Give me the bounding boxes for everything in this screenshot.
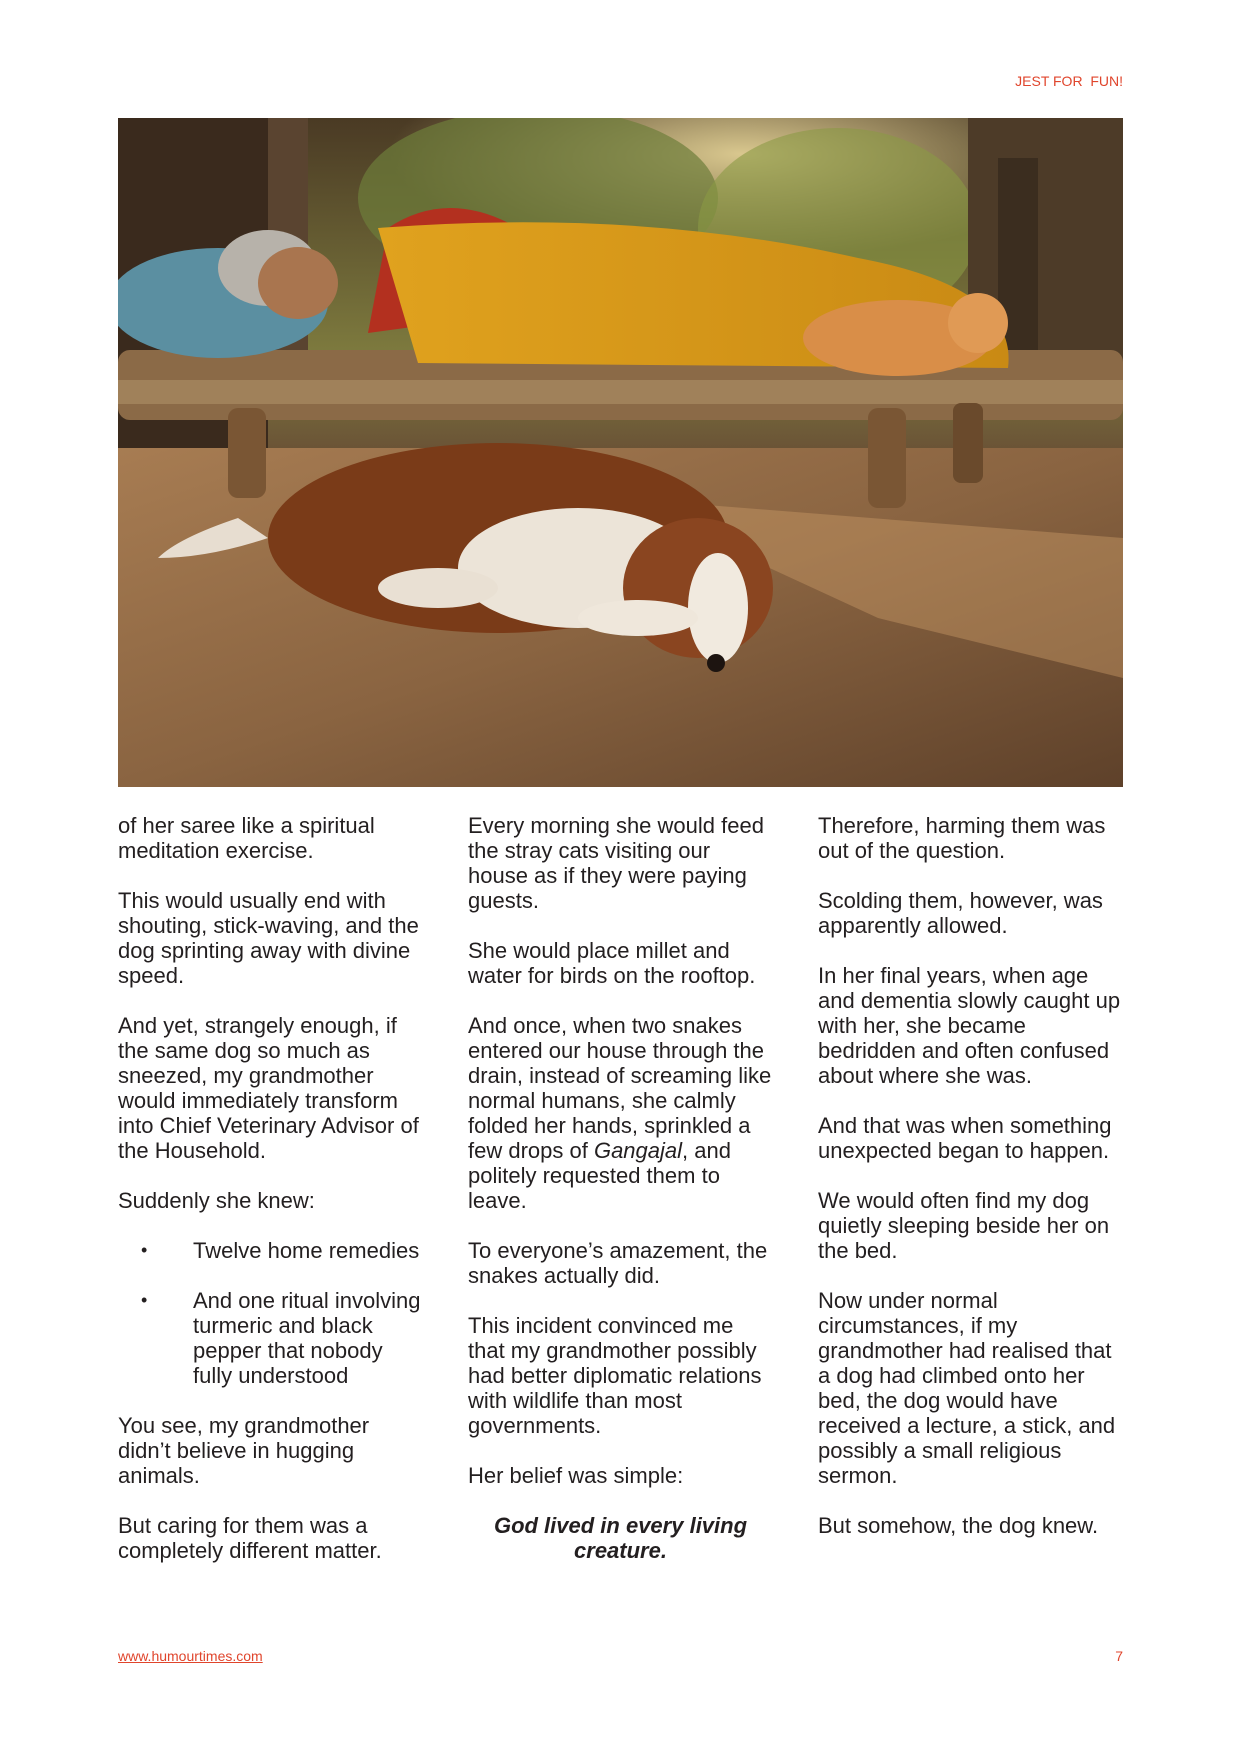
paragraph: And that was when something unexpected began to happen. <box>818 1113 1112 1163</box>
paragraph-text: , and politely requested them to leave. <box>468 1138 731 1213</box>
list-item <box>118 1288 423 1388</box>
paragraph: But somehow, the dog knew. <box>818 1513 1099 1538</box>
paragraph: This would usually end with shouting, stick-waving, and the dog sprinting away with divine speed. <box>118 888 419 988</box>
paragraph: Suddenly she knew: <box>118 1188 315 1213</box>
paragraph: To everyone’s amazement, the snakes actually did. <box>468 1238 768 1288</box>
column-2 <box>468 813 773 1563</box>
paragraph: Now under normal circumstances, if my grandmother had realised that a dog had climbed onto her bed, the dog would have received a lecture, a stick, and possibly a small religious sermon. <box>818 1288 1116 1488</box>
hero-photo-illustration <box>118 118 1123 787</box>
paragraph: Every morning she would feed the stray cats visiting our house as if they were paying guests. <box>468 813 764 913</box>
paragraph: Therefore, harming them was out of the question. <box>818 813 1106 863</box>
article-body <box>118 813 1123 1563</box>
paragraph: Scolding them, however, was apparently allowed. <box>818 888 1103 938</box>
list-item-text: And one ritual involving turmeric and black pepper that nobody fully understood <box>193 1288 421 1388</box>
paragraph-text: And once, when two snakes entered our house through the drain, instead of screaming like normal humans, she calmly folded her hands, sprinkled a few drops of <box>468 1013 772 1163</box>
paragraph: Her belief was simple: <box>468 1463 684 1488</box>
column-3 <box>818 813 1123 1563</box>
paragraph: She would place millet and water for birds on the rooftop. <box>468 938 756 988</box>
pull-quote: God lived in every living creature. <box>493 1513 748 1563</box>
remedies-list <box>118 1238 423 1388</box>
hero-photo <box>118 118 1123 787</box>
bullet-icon: • <box>141 1240 148 1260</box>
column-1 <box>118 813 423 1563</box>
list-item-text: Twelve home remedies <box>193 1238 420 1263</box>
website-link[interactable]: www.humourtimes.com <box>118 1648 263 1664</box>
paragraph: We would often find my dog quietly sleeping beside her on the bed. <box>818 1188 1110 1263</box>
paragraph: And yet, strangely enough, if the same dog so much as sneezed, my grandmother would immediately transform into Chief Veterinary Advisor of the Household. <box>118 1013 419 1163</box>
running-header-section-title: JEST FOR FUN! <box>1015 73 1123 89</box>
page-number: 7 <box>1115 1648 1123 1664</box>
paragraph: In her final years, when age and dementia slowly caught up with her, she became bedridden and often confused about where she was. <box>818 963 1121 1088</box>
list-item <box>118 1238 423 1263</box>
paragraph: This incident convinced me that my grandmother possibly had better diplomatic relations with wildlife than most governments. <box>468 1313 762 1438</box>
paragraph: But caring for them was a completely different matter. <box>118 1513 382 1563</box>
paragraph: You see, my grandmother didn’t believe in hugging animals. <box>118 1413 370 1488</box>
paragraph <box>468 1013 773 1213</box>
paragraph: of her saree like a spiritual meditation exercise. <box>118 813 375 863</box>
gangajal-term: Gangajal <box>593 1138 683 1163</box>
bullet-icon: • <box>141 1290 148 1310</box>
